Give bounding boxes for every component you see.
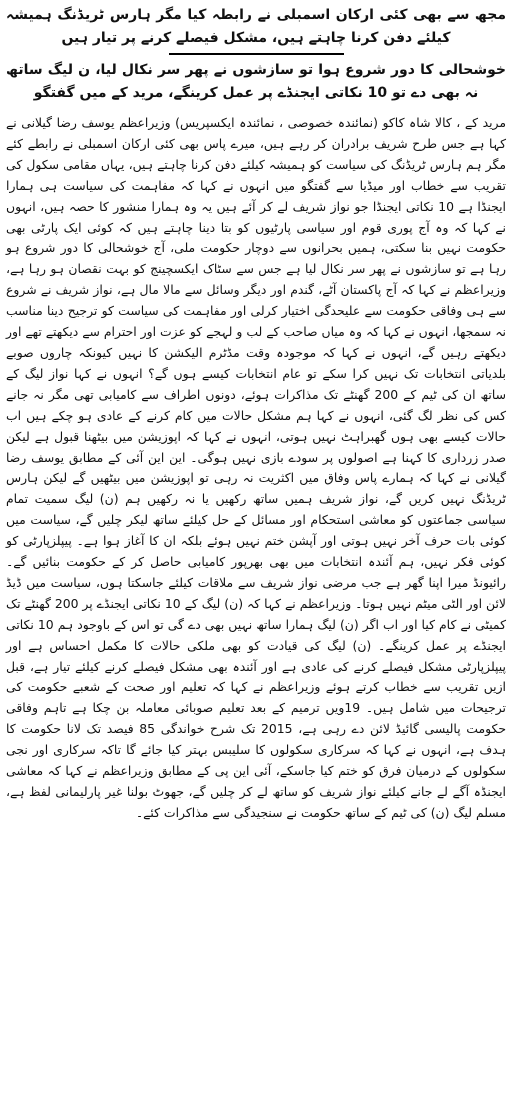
article-subheadline: خوشحالی کا دور شروع ہوا تو سازشوں نے پھر سر نکال لیا، ن لیگ ساتھ نہ بھی دے تو 10 نکاتی ایجنڈے پر عمل کرینگے، مرید کے میں گفتگو [6, 62, 506, 101]
headline-divider [169, 53, 344, 55]
article-headline: مجھ سے بھی کئی ارکان اسمبلی نے رابطہ کیا مگر ہارس ٹریڈنگ ہمیشہ کیلئے دفن کرنا چاہتے ہیں، مشکل فیصلے کرنے پر تیار ہیں [6, 7, 506, 46]
article-body: مرید کے ، کالا شاہ کاکو (نمائندہ خصوصی ، نمائندہ ایکسپریس) وزیراعظم یوسف رضا گیلانی نے کہا ہے جس طرح شریف برادران کر رہے ہیں، میرے پاس بھی کئی ارکان اسمبلی نے رابطے کئے مگر ہم ہارس ٹریڈنگ کی سیاست کو ہمیشہ کیلئے دفن کرنا چاہتے ہیں، یہاں مقامی سکول کی تقریب سے خطاب اور میڈیا سے گفتگو میں انہوں نے کہا کہ مفاہمت کی سیاست ہی ہمارا ایجنڈا ہے 10 نکاتی ایجنڈا جو نواز شریف لے کر آئے ہیں یہ وہ ہمارا منشور کا حصہ ہیں، انہوں نے کہا کہ وہ آج پوری قوم اور سیاسی پارٹیوں کو بتا دینا چاہتے ہیں کہ کوئی ایک پارٹی بھی حکومت نہیں بنا سکتی، ہمیں بحرانوں سے دوچار حکومت ملی، آج خوشحالی کا دور شروع ہو رہا ہے تو سازشوں نے پھر سر نکال لیا ہے جس سے سٹاک ایکسچینج کو بہت نقصان ہو رہا ہے، وزیراعظم نے کہا کہ آج پاکستان آٹے، گندم اور دیگر وسائل سے مالا مال ہے، نواز شریف نے شروع سے ہی وفاقی حکومت سے علیحدگی اختیار کرلی اور مفاہمت کی سیاست کو ترجیح دینا مناسب نہ سمجھا، انہوں نے کہا کہ وہ میاں صاحب کے لب و لہجے کو عزت اور احترام سے دیکھتے تھے اور دیکھتے رہیں گے، انہوں نے کہا کہ موجودہ وقت مڈٹرم الیکشن کا نہیں کیونکہ چاروں صوبے بلدیاتی انتخابات تک نہیں کرا سکے تو عام انتخابات کیسے ہوں گے؟ انہوں نے کہا نواز لیگ کے ساتھ ان کی ٹیم کے 200 گھنٹے تک مذاکرات ہوئے، دونوں اطراف سے کامیابی تھی مگر نہ جانے کس کی نظر لگ گئی، انہوں نے کہا ہم مشکل حالات میں کام کرنے کے عادی ہو چکے ہیں اب حالات کیسے بھی ہوں گھبراہٹ نہیں ہوتی، انہوں نے کہا کہ اپوزیشن میں بیٹھنا قبول ہے لیکن صدر زرداری کا کہنا ہے اصولوں پر سودے بازی نہیں ہوگی۔ این این آئی کے مطابق یوسف رضا گیلانی نے کہا کہ ہمارے پاس وفاق میں اکثریت نہ رہی تو اپوزیشن میں بیٹھیں گے لیکن ہارس ٹریڈنگ نہیں کریں گے، نواز شریف ہمیں ساتھ رکھیں یا نہ رکھیں ہم (ن) لیگ سمیت تمام سیاسی جماعتوں کو معاشی استحکام اور مسائل کے حل کیلئے ساتھ لیکر چلیں گے، سیاست میں کوئی بات حرف آخر نہیں ہوتی اور آپشن ختم نہیں ہوئے بلکہ ان کا آغاز ہوا ہے۔ پیپلزپارٹی کو کوئی فکر نہیں، ہم آئندہ انتخابات میں بھی بھرپور کامیابی حاصل کر کے حکومت بنائیں گے۔ رائیونڈ میرا اپنا گھر ہے جب مرضی نواز شریف سے ملاقات کیلئے جاسکتا ہوں، سیاست میں ڈیڈ لائن اور الٹی میٹم نہیں ہوتا۔ وزیراعظم نے کہا کہ (ن) لیگ کے 10 نکاتی ایجنڈے پر 200 گھنٹے تک کمیٹی نے کام کیا اور اب اگر (ن) لیگ ہمارا ساتھ نہیں بھی دے گی تو اس کے باوجود ہم 10 نکاتی ایجنڈے پر عمل کرینگے۔ (ن) لیگ کی قیادت کو بھی ملکی حالات کا مکمل احساس ہے اور پیپلزپارٹی مشکل فیصلے کرنے کی عادی ہے اور آئندہ بھی مشکل فیصلے کرنے کیلئے تیار ہے، قبل ازیں تقریب سے خطاب کرتے ہوئے وزیراعظم نے کہا کہ تعلیم اور صحت کے شعبے حکومت کی ترجیحات میں شامل ہیں۔ 19ویں ترمیم کے بعد تعلیم صوبائی معاملہ بن چکا ہے تاہم وفاقی حکومت پالیسی گائیڈ لائن دے رہی ہے، 2015 تک شرح خواندگی 85 فیصد تک لانا حکومت کا ہدف ہے، انہوں نے کہا کہ سرکاری سکولوں کا سلیبس بہتر کیا جائے گا تاکہ سرکاری اور نجی سکولوں کے درمیان فرق کو ختم کیا جاسکے، آئی این پی کے مطابق وزیراعظم نے کہا کہ معاشی ایجنڈہ آگے لے جانے کیلئے نواز شریف کو ساتھ لے کر چلیں گے، جھوٹ بولنا غیر پارلیمانی لفظ ہے، مسلم لیگ (ن) کی ٹیم کے ساتھ حکومت نے سنجیدگی سے مذاکرات کئے۔ [6, 115, 506, 820]
